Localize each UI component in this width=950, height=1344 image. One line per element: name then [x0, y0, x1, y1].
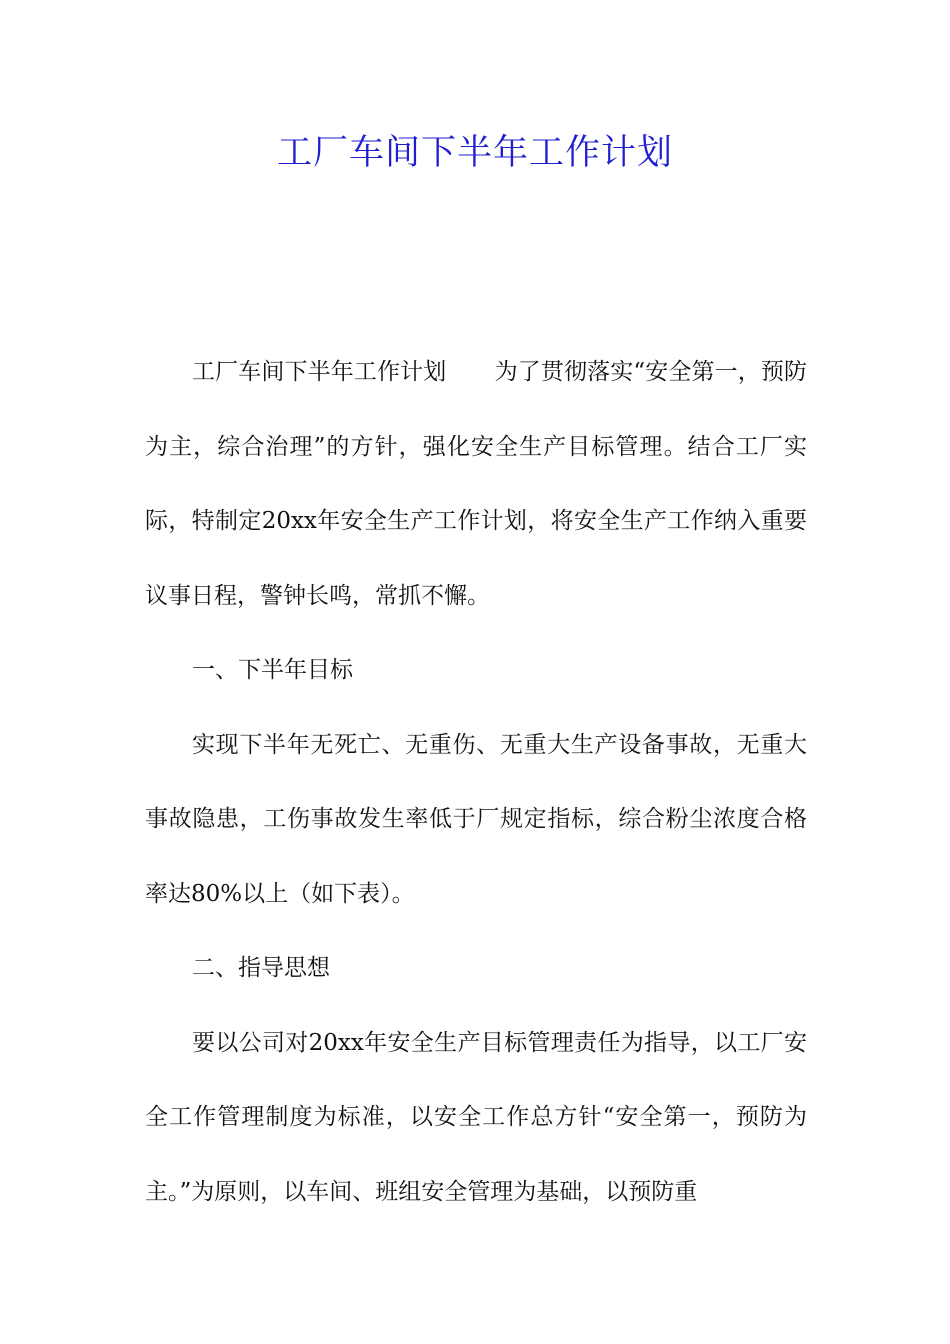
- intro-text: 为了贯彻落实“安全第一，预防为主，综合治理”的方针，强化安全生产目标管理。结合工厂实际，特制定20xx年安全生产工作计划，将安全生产工作纳入重要议事日程，警钟长鸣，常抓不懈。: [145, 359, 808, 609]
- intro-lead: 工厂车间下半年工作计划: [192, 359, 447, 385]
- intro-paragraph: [145, 335, 807, 633]
- document-title: 工厂车间下半年工作计划: [276, 133, 673, 173]
- section1-heading: 一、下半年目标: [192, 657, 353, 683]
- section2-paragraph: 要以公司对20xx年安全生产目标管理责任为指导，以工厂安全工作管理制度为标准，以安全工作总方针“安全第一，预防为主。”为原则，以车间、班组安全管理为基础，以预防重: [145, 1029, 807, 1205]
- section2-heading: 二、指导思想: [192, 955, 330, 981]
- document-body: [145, 335, 807, 1229]
- section1-paragraph: 实现下半年无死亡、无重伤、无重大生产设备事故，无重大事故隐患，工伤事故发生率低于厂规定指标，综合粉尘浓度合格率达80%以上（如下表）。: [145, 731, 807, 907]
